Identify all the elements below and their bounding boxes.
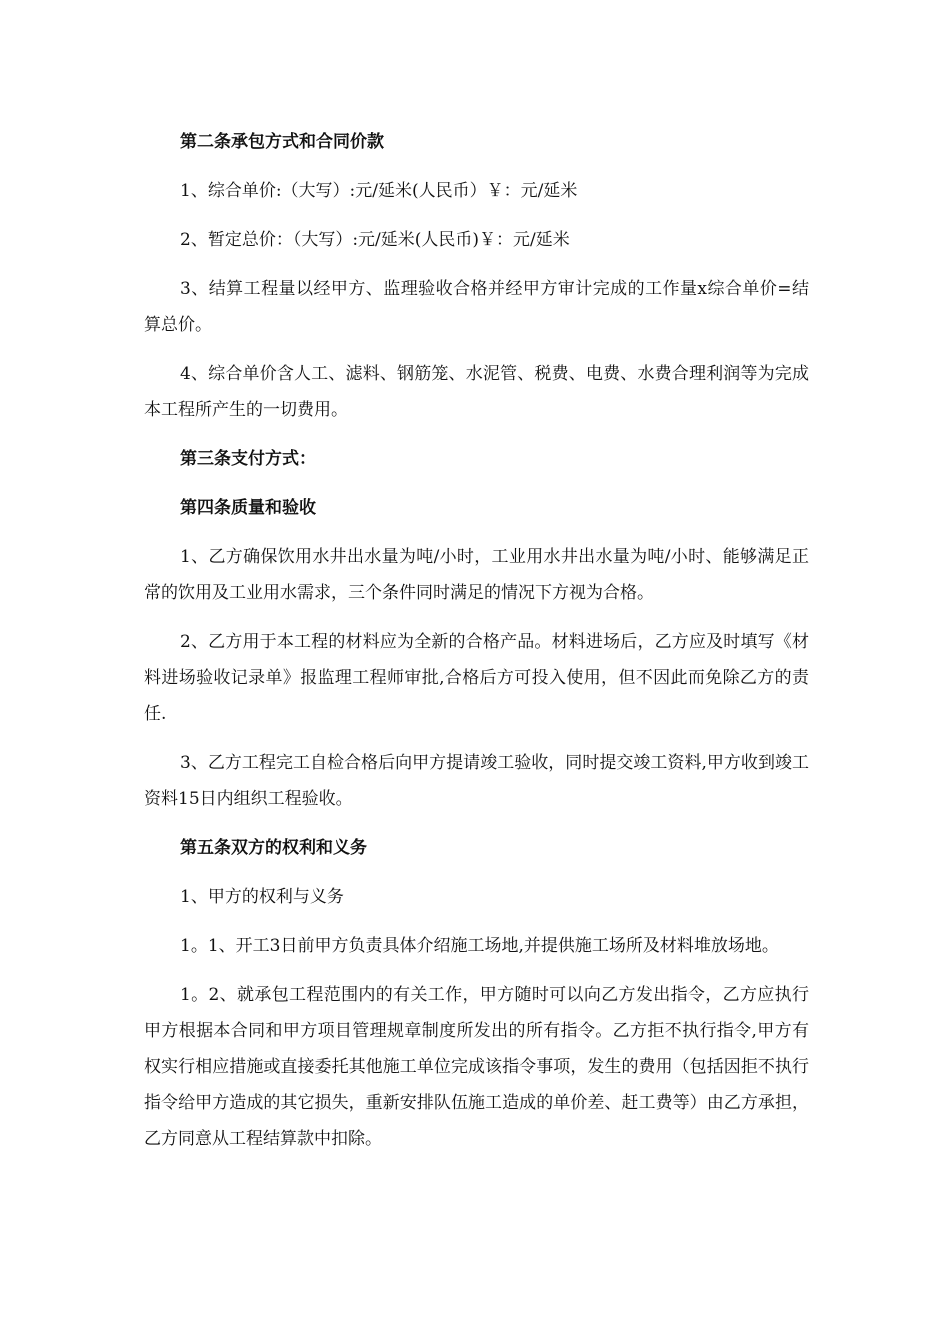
section-heading: 第二条承包方式和合同价款 — [180, 132, 384, 152]
paragraph: 3、乙方工程完工自检合格后向甲方提请竣工验收，同时提交竣工资料,甲方收到竣工资料15日内组织工程验收。 — [144, 753, 809, 809]
paragraph: 3、结算工程量以经甲方、监理验收合格并经甲方审计完成的工作量x综合单价=结算总价。 — [144, 279, 809, 335]
paragraph: 1。1、开工3日前甲方负责具体介绍施工场地,并提供施工场所及材料堆放场地。 — [180, 936, 779, 956]
paragraph: 1、综合单价:（大写）:元/延米(人民币）￥：元/延米 — [180, 181, 578, 201]
paragraph: 1、乙方确保饮用水井出水量为吨/小时，工业用水井出水量为吨/小时、能够满足正常的饮用及工业用水需求，三个条件同时满足的情况下方视为合格。 — [144, 547, 809, 603]
paragraph: 4、综合单价含人工、滤料、钢筋笼、水泥管、税费、电费、水费合理利润等为完成本工程所产生的一切费用。 — [144, 364, 809, 420]
paragraph: 2、乙方用于本工程的材料应为全新的合格产品。材料进场后，乙方应及时填写《材料进场验收记录单》报监理工程师审批,合格后方可投入使用，但不因此而免除乙方的责任. — [144, 632, 809, 724]
paragraph: 1。2、就承包工程范围内的有关工作，甲方随时可以向乙方发出指令，乙方应执行甲方根据本合同和甲方项目管理规章制度所发出的所有指令。乙方拒不执行指令,甲方有权实行相应措施或直接委托其他施工单位完成该指令事项，发生的费用（包括因拒不执行指令给甲方造成的其它损失，重新安排队伍施工造成的单价差、赶工费等）由乙方承担，乙方同意从工程结算款中扣除。 — [144, 985, 809, 1149]
section-heading: 第五条双方的权利和义务 — [180, 838, 367, 858]
document-body — [144, 124, 809, 1170]
paragraph: 1、甲方的权利与义务 — [180, 887, 344, 907]
section-heading: 第三条支付方式： — [180, 449, 316, 469]
paragraph: 2、暂定总价：（大写）:元/延米(人民币)￥：元/延米 — [180, 230, 570, 250]
section-heading: 第四条质量和验收 — [180, 498, 316, 518]
